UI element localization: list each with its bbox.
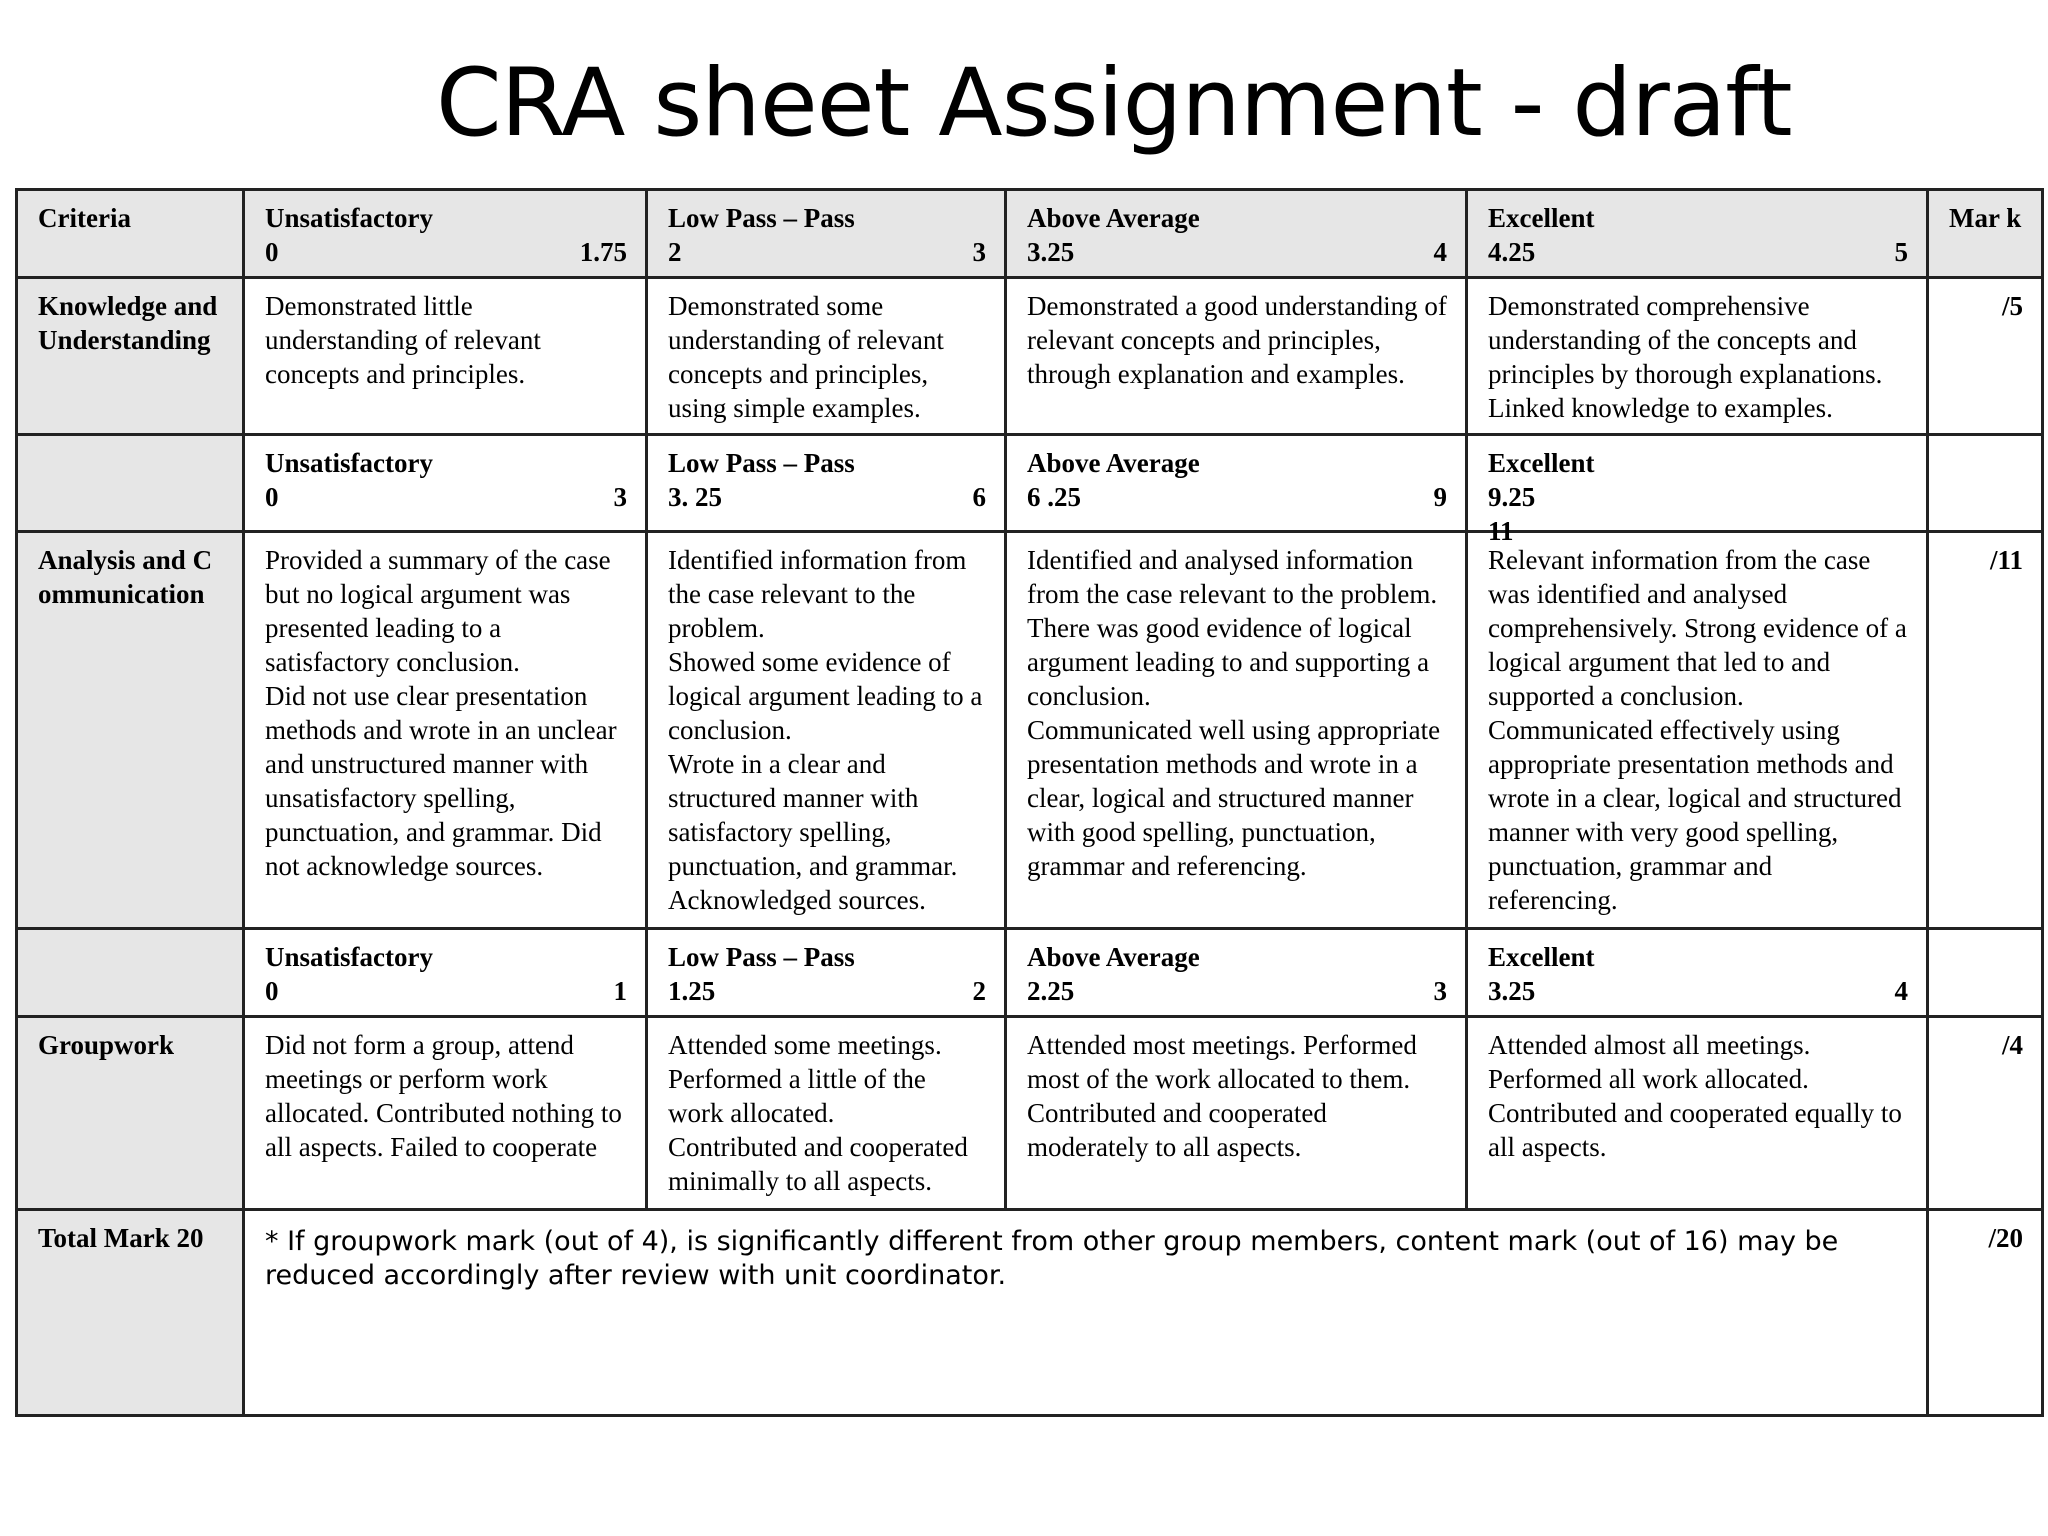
level-name: Above Average [1027,203,1200,233]
level-range: 0 1 [265,976,627,1006]
descriptor-line: Identified and analysed information from the case relevant to the problem. There was good evidence of logical argument leading to and supporting a conclusion. [1027,545,1438,711]
descriptor-cell: Demonstrated little understanding of relevant concepts and principles. [244,278,647,435]
level-range: 0 3 [265,482,627,512]
level-range: 1.25 2 [668,976,986,1006]
criteria-header: Criteria [17,190,244,278]
level-range: 6 .25 9 [1027,482,1447,512]
level-range: 2.25 3 [1027,976,1447,1006]
descriptor-line: Provided a summary of the case but no logical argument was presented leading to a satisfactory conclusion. [265,545,611,677]
total-label: Total Mark 20 [17,1210,244,1416]
descriptor-line: Identified information from the case relevant to the problem. [668,545,967,643]
page-title: CRA sheet Assignment - draft [436,49,1792,158]
level-name: Unsatisfactory [265,448,433,478]
descriptor-line: Did not use clear presentation methods and wrote in an unclear and unstructured manner with unsatisfactory spelling, punctuation, and grammar. Did not acknowledge sources. [265,681,617,881]
level-name: Excellent [1488,203,1595,233]
mark-cell: /11 [1928,532,2043,929]
level-name: Unsatisfactory [265,203,433,233]
mark-cell: /5 [1928,278,2043,435]
level-header [1006,190,1467,278]
empty-mark-cell [1928,435,2043,532]
descriptor-line: Attended some meetings. Performed a little of the work allocated. [668,1030,942,1128]
level-name: Excellent [1488,942,1595,972]
level-header [244,190,647,278]
rubric-table [15,188,2044,1417]
mark-header: Mar k [1928,190,2043,278]
level-range: 0 1.75 [265,237,627,267]
criterion-label: Knowledge and Understanding [17,278,244,435]
level-name: Low Pass – Pass [668,448,855,478]
criterion-label: Groupwork [17,1017,244,1210]
level-name: Low Pass – Pass [668,942,855,972]
level-name: Low Pass – Pass [668,203,855,233]
level-range: 4.25 5 [1488,237,1908,267]
level-header-row [17,929,2043,1017]
empty-criteria-cell [17,435,244,532]
total-note: * If groupwork mark (out of 4), is significantly different from other group members, content mark (out of 16) may be reduced accordingly after review with unit coordinator. [244,1210,1928,1416]
level-range: 3. 25 6 [668,482,986,512]
descriptor-cell [244,1017,647,1210]
descriptor-cell [647,532,1006,929]
level-min: 9.25 [1488,482,1536,512]
level-name: Excellent [1488,448,1595,478]
descriptor-cell [1467,1017,1928,1210]
descriptor-line: Contributed and cooperated minimally to all aspects. [668,1132,968,1196]
descriptor-line: Wrote in a clear and structured manner with satisfactory spelling, punctuation, and grammar. Acknowledged sources. [668,749,958,915]
descriptor-line: Relevant information from the case was identified and analysed comprehensively. Strong evidence of a logical argument that led to and supported a conclusion. [1488,545,1907,711]
level-name: Unsatisfactory [265,942,433,972]
level-header-row [17,190,2043,278]
level-name: Above Average [1027,448,1200,478]
level-range: 3.25 4 [1027,237,1447,267]
descriptor-cell [647,1017,1006,1210]
level-header [1467,190,1928,278]
criterion-row [17,1017,2043,1210]
descriptor-cell [1006,1017,1467,1210]
level-header [1467,435,1928,546]
level-header [647,435,1006,532]
descriptor-cell: Demonstrated a good understanding of relevant concepts and principles, through explanation and examples. [1006,278,1467,435]
descriptor-cell [244,532,647,929]
level-header [647,929,1006,1017]
descriptor-cell [1467,532,1928,929]
level-header [1006,929,1467,1017]
criterion-row [17,532,2043,929]
mark-cell: /4 [1928,1017,2043,1210]
descriptor-line: Did not form a group, attend meetings or perform work allocated. Contributed nothing to all aspects. Failed to cooperate [265,1030,622,1162]
criterion-row [17,278,2043,435]
level-header [1006,435,1467,532]
descriptor-line: Communicated well using appropriate presentation methods and wrote in a clear, logical and structured manner with good spelling, punctuation, grammar and referencing. [1027,715,1441,881]
level-name: Above Average [1027,942,1200,972]
level-header [1467,929,1928,1017]
descriptor-cell: Demonstrated some understanding of relevant concepts and principles, using simple examples. [647,278,1006,435]
total-mark: /20 [1928,1210,2043,1416]
descriptor-line: Attended almost all meetings. Performed all work allocated. Contributed and cooperated equally to all aspects. [1488,1030,1902,1162]
level-header [244,929,647,1017]
level-header-row [17,435,2043,532]
total-row [17,1210,2043,1416]
descriptor-cell: Demonstrated comprehensive understanding of the concepts and principles by thorough explanations. Linked knowledge to examples. [1467,278,1928,435]
level-header [244,435,647,532]
level-range: 3.25 4 [1488,976,1908,1006]
criterion-label: Analysis and Communication [17,532,244,929]
descriptor-line: Communicated effectively using appropriate presentation methods and wrote in a clear, logical and structured manner with very good spelling, punctuation, grammar and referencing. [1488,715,1902,915]
level-max: 11 [1488,516,1514,546]
empty-criteria-cell [17,929,244,1017]
descriptor-cell [1006,532,1467,929]
level-range: 2 3 [668,237,986,267]
level-header [647,190,1006,278]
descriptor-line: Showed some evidence of logical argument leading to a conclusion. [668,647,983,745]
empty-mark-cell [1928,929,2043,1017]
descriptor-line: Attended most meetings. Performed most of the work allocated to them. Contributed and cooperated moderately to all aspects. [1027,1030,1417,1162]
